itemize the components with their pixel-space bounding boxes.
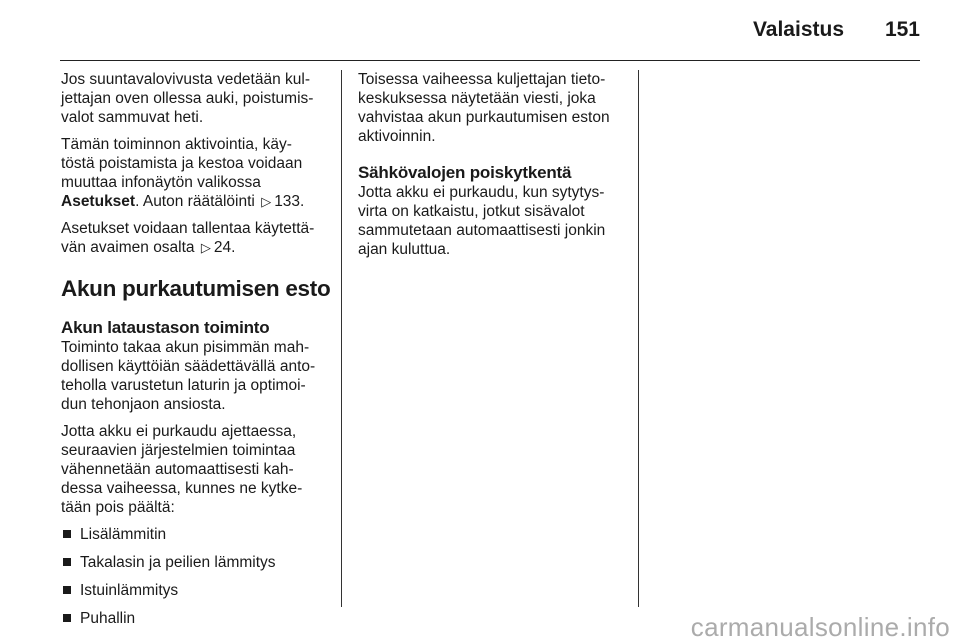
paragraph-driver-info: Toisessa vaiheessa kuljettajan tieto- keskuksessa näytetään viesti, joka vahvistaa akun purkautumisen eston aktivoinnin. [358, 71, 610, 145]
page-header [0, 14, 920, 48]
subsection-heading: Sähkövalojen poiskytkentä [358, 163, 572, 182]
paragraph-battery-function: Toiminto takaa akun pisimmän mah- dollisen käyttöiän säädettävällä anto- teholla varustetun laturin ja optimoi- dun tehonjaon ansiosta. [61, 339, 316, 413]
settings-menu-term: Asetukset [61, 193, 136, 210]
list-item: Takalasin ja peilien lämmitys [61, 553, 333, 572]
list-item: Lisälämmitin [61, 525, 333, 544]
bullet-square-icon [63, 530, 71, 538]
bullet-square-icon [63, 586, 71, 594]
left-column [61, 70, 333, 637]
page-reference-link[interactable]: 133. [274, 193, 305, 210]
section-heading: Akun purkautumisen esto [61, 276, 331, 301]
watermark [0, 608, 960, 642]
paragraph-headlight-exit: Jos suuntavalovivusta vedetään kul- jettajan oven ollessa auki, poistumis- valot sammuvat heti. [61, 71, 314, 126]
subsection-heading: Akun lataustason toiminto [61, 318, 270, 337]
paragraph-key-memory: Asetukset voidaan tallentaa käytettä- vän avaimen osalta ▷ 24. [61, 220, 315, 256]
page-number: 151 [884, 18, 920, 41]
paragraph-interior-lights: Jotta akku ei purkaudu, kun sytytys- virta on katkaistu, jotkut sisävalot sammutetaan automaattisesti jonkin ajan kuluttua. [358, 184, 606, 258]
list-item: Puhallin [61, 609, 333, 628]
list-item: Istuinlämmitys [61, 581, 333, 600]
watermark-text: carmanualsonline.info [690, 612, 950, 642]
reference-arrow-icon: ▷ [261, 194, 272, 209]
page-title: Valaistus [752, 18, 844, 41]
paragraph-settings: Tämän toiminnon aktivointia, käy- töstä poistamista ja kestoa voidaan muuttaa infonäytön valikossa Asetukset. Auton räätälöinti ▷ 133. [61, 136, 305, 210]
column-divider [638, 70, 639, 607]
column-divider [341, 70, 342, 607]
header-rule [60, 60, 920, 61]
page-reference-link[interactable]: 24. [213, 239, 236, 256]
bullet-square-icon [63, 558, 71, 566]
paragraph-load-reduction: Jotta akku ei purkaudu ajettaessa, seuraavien järjestelmien toimintaa vähennetään automaattisesti kah- dessa vaiheessa, kunnes ne kytke- tään pois päältä: [61, 423, 303, 516]
right-column [358, 70, 628, 267]
reference-arrow-icon: ▷ [200, 240, 211, 255]
